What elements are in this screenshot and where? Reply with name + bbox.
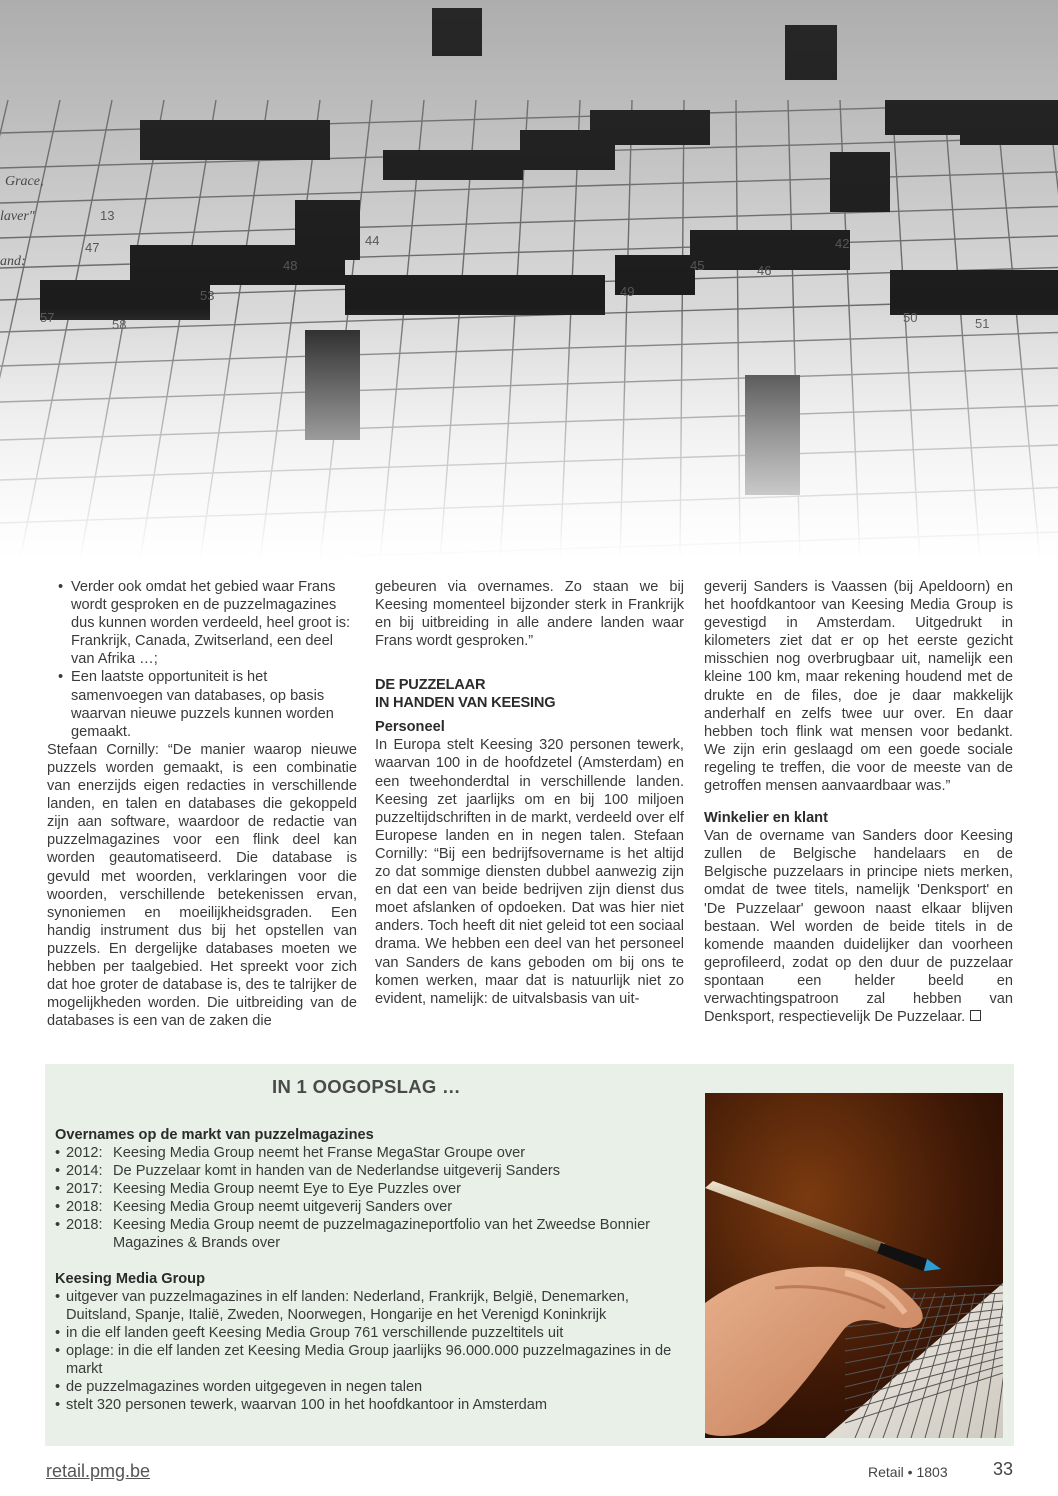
hero-crossword-image	[0, 0, 1058, 560]
item-text: Keesing Media Group neemt het Franse MegaStar Groupe over	[113, 1145, 526, 1161]
article-column-3	[704, 578, 1013, 1026]
opportunity-list	[47, 578, 357, 741]
list-item	[55, 1162, 675, 1180]
summary-box-content	[55, 1126, 675, 1414]
subheading-personeel: Personeel	[375, 719, 445, 736]
list-item: • Een laatste opportuniteit is het samenvoegen van databases, op basis waarvan nieuwe puzzels kunnen worden gemaakt.	[47, 668, 357, 740]
year-label: • 2017:	[66, 1181, 103, 1197]
year-label: • 2014:	[66, 1163, 103, 1179]
end-of-article-icon	[970, 1010, 981, 1021]
body-paragraph-text: Van de overname van Sanders door Keesing zullen de Belgische handelaars en de Belgische puzzelaars in principe niets merken, omdat de twee titels, namelijk 'Denksport' en 'De Puzzelaar' gewoon naast elkaar blijven bestaan. Wel worden de beide titels in de komende maanden duidelijker dan voorheen geprofileerd, zodat op den duur de puzzelaar spontaan een helder beeld en verwachtingspatroon zal hebben van Denksport, respectievelijk De Puzzelaar.	[704, 828, 1013, 1026]
item-text: Keesing Media Group neemt de puzzelmagazineportfolio van het Zweedse Bonnier Magazines & Brands over	[113, 1217, 651, 1251]
year-label: • 2018:	[66, 1217, 103, 1233]
list-item	[55, 1180, 675, 1198]
body-paragraph: gebeuren via overnames. Zo staan we bij Keesing momenteel bijzonder sterk in Frankrijk en bij uitbreiding in alle andere landen waar Frans wordt gesproken.”	[375, 579, 684, 650]
list-item: • de puzzelmagazines worden uitgegeven in negen talen	[55, 1378, 675, 1396]
list-item	[55, 1216, 675, 1252]
list-item: • oplage: in die elf landen zet Keesing Media Group jaarlijks 96.000.000 puzzelmagazines in de markt	[55, 1342, 675, 1378]
item-text: Keesing Media Group neemt Eye to Eye Puzzles over	[113, 1181, 461, 1197]
list-item	[55, 1144, 675, 1162]
list-item	[55, 1198, 675, 1216]
year-label: • 2018:	[66, 1199, 103, 1215]
section-heading	[375, 676, 684, 712]
subheading-winkelier: Winkelier en klant	[704, 810, 828, 827]
body-paragraph: Stefaan Cornilly: “De manier waarop nieuwe puzzels worden gemaakt, is een combinatie van enerzijds eigen redacties in verschillende landen, en talen en databases die gekoppeld zijn aan software, waardoor de redactie van puzzelmagazines voor een flink deel kan worden geautomatiseerd. Die database is gevuld met woorden, verklaringen voor die woorden, verschillende betekenissen ervan, synoniemen en moeilijkheidsgraden. Een handig instrument dus bij het opstellen van puzzels. En dergelijke databases moeten we hebben per taalgebied. Het spreekt voor zich dat hoe groter de database is, des te talrijker de mogelijkheden worden. Die uitbreiding van de databases is een van de zaken die	[47, 741, 357, 1030]
item-text: De Puzzelaar komt in handen van de Nederlandse uitgeverij Sanders	[113, 1163, 560, 1179]
item-text: Keesing Media Group neemt uitgeverij Sanders over	[113, 1199, 453, 1215]
hand-pen-crossword-photo	[705, 1093, 1003, 1438]
body-paragraph: In Europa stelt Keesing 320 personen tewerk, waarvan 100 in de hoofdzetel (Amsterdam) en een tweehonderdtal in verschillende landen. Keesing zet jaarlijks om en bij 100 miljoen puzzeltijdschriften in de markt, verdeeld over elf Europese landen en in negen talen. Stefaan Cornilly: “Bij een bedrijfsovername is het altijd zo dat sommige diensten dubbel aanwezig zijn en dat een van beide bedrijven zijn dienst dus moet afslanken of opdoeken. Dat was hier niet anders. Toch heeft dit niet geleid tot een sociaal drama. We hebben een deel van het personeel van Sanders de kans geboden om bij ons te komen werken, maar dat is natuurlijk niet zo evident, namelijk: de uitvalsbasis van uit-	[375, 737, 684, 1007]
acquisitions-list	[55, 1144, 675, 1252]
article-column-2	[375, 578, 684, 1008]
year-label: • 2012:	[66, 1145, 103, 1161]
footer-magazine-issue: Retail • 1803	[868, 1464, 948, 1480]
section-heading-line: IN HANDEN VAN KEESING	[375, 695, 556, 712]
body-paragraph: geverij Sanders is Vaassen (bij Apeldoorn) en het hoofdkantoor van Keesing Media Group is gevestigd in Amsterdam. Uitgedrukt in kilometers ziet dat er op het eerste gezicht misschien nog overbrugbaar uit, namelijk een kleine 100 km, maar rekening houdend met de drukte en de files, doe je daar makkelijk anderhalf en zelfs twee uur over. En daar hebben toch flink wat mensen voor bedankt. We zijn erin geslaagd om een goede sociale regeling te treffen, die voor de meeste van de getroffen mensen aanvaardbaar was.”	[704, 579, 1013, 795]
list-item: • in die elf landen geeft Keesing Media Group 761 verschillende puzzeltitels uit	[55, 1324, 675, 1342]
body-paragraph-final	[704, 827, 1013, 1026]
list-item: • stelt 320 personen tewerk, waarvan 100 in het hoofdkantoor in Amsterdam	[55, 1396, 675, 1414]
summary-box-title: IN 1 OOGOPSLAG …	[272, 1076, 461, 1097]
section-heading-line: DE PUZZELAAR	[375, 677, 486, 694]
footer-website-link[interactable]: retail.pmg.be	[46, 1461, 151, 1481]
article-column-1	[47, 578, 357, 1030]
list-item: • uitgever van puzzelmagazines in elf landen: Nederland, Frankrijk, België, Denemarken, Duitsland, Spanje, Italië, Zweden, Noorwegen, Hongarije en het Verenigd Koninkrijk	[55, 1288, 675, 1324]
page-number: 33	[993, 1459, 1014, 1479]
summary-heading-overnames: Overnames op de markt van puzzelmagazines	[55, 1127, 374, 1143]
list-item: • Verder ook omdat het gebied waar Frans wordt gesproken en de puzzelmagazines dus kunnen worden verdeeld, heel groot is: Frankrijk, Canada, Zwitserland, een deel van Afrika …;	[47, 578, 357, 668]
keesing-facts-list	[55, 1288, 675, 1414]
summary-heading-keesing: Keesing Media Group	[55, 1271, 206, 1287]
